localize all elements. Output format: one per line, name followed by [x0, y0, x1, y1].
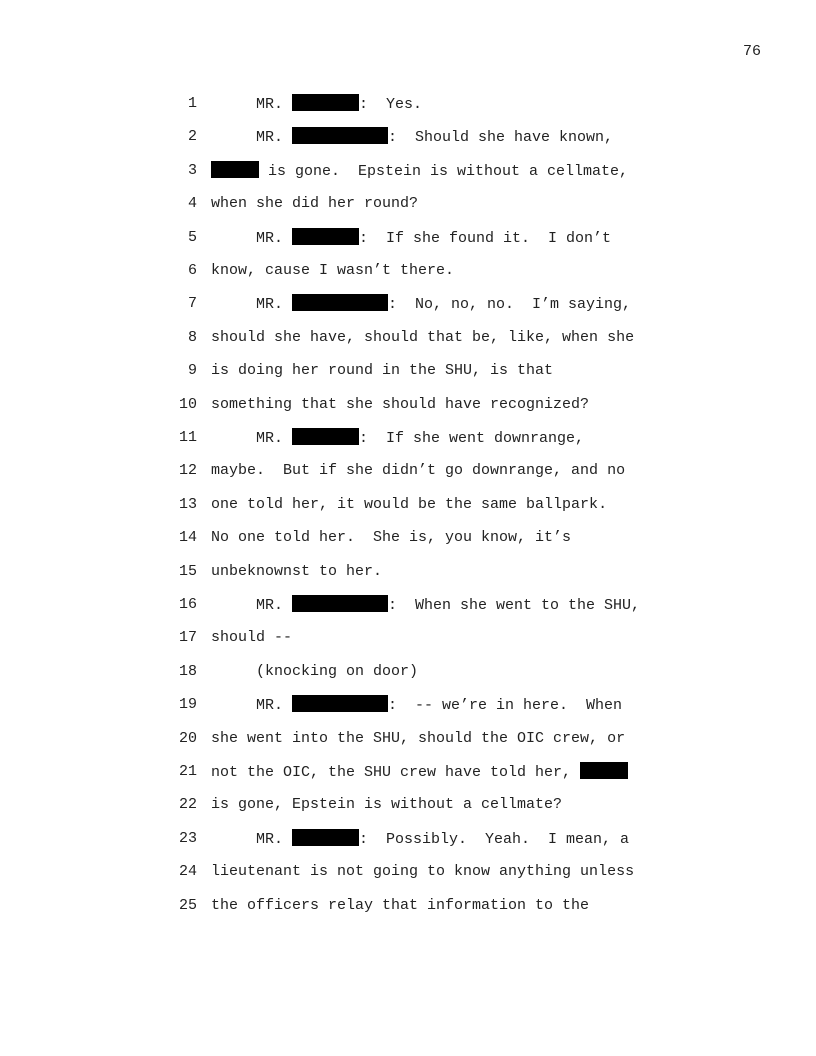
transcript-line: [0, 628, 816, 648]
line-text-segment: is gone, Epstein is without a cellmate?: [211, 796, 563, 814]
line-number: 8: [187, 328, 197, 346]
line-text: [211, 528, 571, 548]
line-text-segment: : Possibly. Yeah. I mean, a: [359, 830, 630, 848]
transcript-line: [0, 729, 816, 749]
line-text-segment: the officers relay that information to the: [211, 896, 590, 914]
line-number: 25: [178, 896, 197, 914]
line-text: [211, 127, 613, 148]
line-number: 12: [178, 462, 197, 480]
line-number: 6: [187, 262, 197, 279]
transcript-line: [0, 762, 816, 782]
transcript-line: [0, 595, 816, 615]
transcript-line: [0, 228, 816, 248]
line-text: [211, 294, 631, 315]
line-text: [211, 495, 607, 515]
redaction-box: [292, 228, 359, 245]
line-number: 14: [178, 529, 197, 547]
transcript-line: [0, 261, 816, 281]
line-text-segment: something that she should have recognized?: [211, 395, 590, 413]
line-text: [211, 595, 640, 616]
transcript-line: [0, 495, 816, 515]
line-text: [211, 628, 292, 648]
line-text: [211, 896, 589, 916]
line-text-segment: not the OIC, the SHU crew have told her,: [211, 764, 581, 781]
line-text-segment: : Should she have known,: [388, 129, 614, 147]
line-text-segment: : Yes.: [359, 96, 423, 113]
line-text: [211, 361, 553, 381]
transcript-line: [0, 294, 816, 314]
line-number: 16: [178, 596, 197, 613]
transcript-line: [0, 328, 816, 348]
line-number: 3: [187, 161, 197, 179]
line-number: 20: [178, 729, 197, 747]
line-text-segment: should she have, should that be, like, when she: [211, 328, 635, 346]
line-text-segment: : If she found it. I don’t: [359, 229, 612, 247]
transcript-line: [0, 795, 816, 815]
redaction-box: [292, 595, 388, 612]
transcript-line: [0, 161, 816, 181]
line-text: [211, 695, 622, 716]
line-text: [211, 395, 589, 415]
line-text-segment: is gone. Epstein is without a cellmate,: [259, 162, 629, 180]
line-text-segment: unbeknownst to her.: [211, 562, 383, 580]
line-text-segment: No one told her. She is, you know, it’s: [211, 529, 572, 547]
redaction-box: [211, 161, 259, 178]
line-number: 4: [187, 195, 197, 213]
transcript-line: [0, 428, 816, 448]
line-text-segment: when she did her round?: [211, 195, 419, 213]
line-number: 18: [178, 662, 197, 680]
redaction-box: [292, 127, 388, 144]
line-text-segment: lieutenant is not going to know anything unless: [211, 863, 635, 881]
line-text-segment: MR.: [211, 830, 293, 848]
transcript-line: [0, 361, 816, 381]
redaction-box: [292, 94, 359, 111]
line-text: [211, 194, 418, 214]
line-text-segment: she went into the SHU, should the OIC crew, or: [211, 729, 626, 747]
line-text: [211, 94, 422, 115]
line-text: [211, 261, 454, 281]
transcript-line: [0, 461, 816, 481]
line-text: [211, 795, 562, 815]
line-text-segment: : -- we’re in here. When: [388, 697, 623, 715]
line-text-segment: MR.: [211, 597, 293, 614]
line-text: [211, 662, 418, 682]
line-number: 22: [178, 796, 197, 814]
line-text-segment: MR.: [211, 129, 293, 147]
line-number: 17: [178, 629, 197, 647]
line-text: [211, 762, 628, 783]
line-text: [211, 228, 611, 249]
line-text-segment: maybe. But if she didn’t go downrange, and no: [211, 462, 626, 480]
transcript-line: [0, 562, 816, 582]
redaction-box: [580, 762, 628, 779]
line-text-segment: MR.: [211, 430, 293, 447]
transcript-line: [0, 528, 816, 548]
line-text-segment: : If she went downrange,: [359, 430, 585, 447]
line-text-segment: : When she went to the SHU,: [388, 597, 641, 614]
line-text-segment: MR.: [211, 697, 293, 715]
line-text-segment: : No, no, no. I’m saying,: [388, 296, 632, 314]
line-number: 13: [178, 495, 197, 513]
transcript-line: [0, 829, 816, 849]
line-text: [211, 328, 634, 348]
line-number: 7: [187, 295, 197, 313]
transcript-line: [0, 194, 816, 214]
line-text: [211, 862, 634, 882]
page-number: 76: [743, 43, 762, 60]
transcript-line: [0, 862, 816, 882]
line-number: 10: [178, 395, 197, 413]
line-number: 21: [178, 763, 197, 780]
line-text-segment: know, cause I wasn’t there.: [211, 262, 455, 279]
line-text-segment: one told her, it would be the same ballpark.: [211, 495, 608, 513]
line-text-segment: MR.: [211, 229, 293, 247]
line-text: [211, 428, 584, 449]
transcript-line: [0, 127, 816, 147]
transcript-line: [0, 695, 816, 715]
transcript-line: [0, 896, 816, 916]
line-text-segment: (knocking on door): [211, 662, 419, 680]
line-number: 2: [187, 128, 197, 146]
line-number: 1: [187, 95, 197, 112]
redaction-box: [292, 695, 388, 712]
transcript-line: [0, 662, 816, 682]
line-text: [211, 562, 382, 582]
redaction-box: [292, 294, 388, 311]
line-number: 5: [187, 228, 197, 246]
line-number: 23: [178, 829, 197, 847]
transcript-line: [0, 395, 816, 415]
line-text-segment: should --: [211, 629, 293, 647]
transcript-line: [0, 94, 816, 114]
line-text-segment: MR.: [211, 96, 293, 113]
line-number: 24: [178, 863, 197, 881]
line-number: 19: [178, 696, 197, 714]
line-text-segment: is doing her round in the SHU, is that: [211, 362, 554, 380]
line-text: [211, 461, 625, 481]
line-text: [211, 729, 625, 749]
redaction-box: [292, 428, 359, 445]
line-text: [211, 829, 629, 850]
line-number: 9: [187, 362, 197, 380]
line-number: 11: [178, 429, 197, 446]
line-number: 15: [178, 562, 197, 580]
redaction-box: [292, 829, 359, 846]
line-text: [211, 161, 628, 182]
line-text-segment: MR.: [211, 296, 293, 314]
